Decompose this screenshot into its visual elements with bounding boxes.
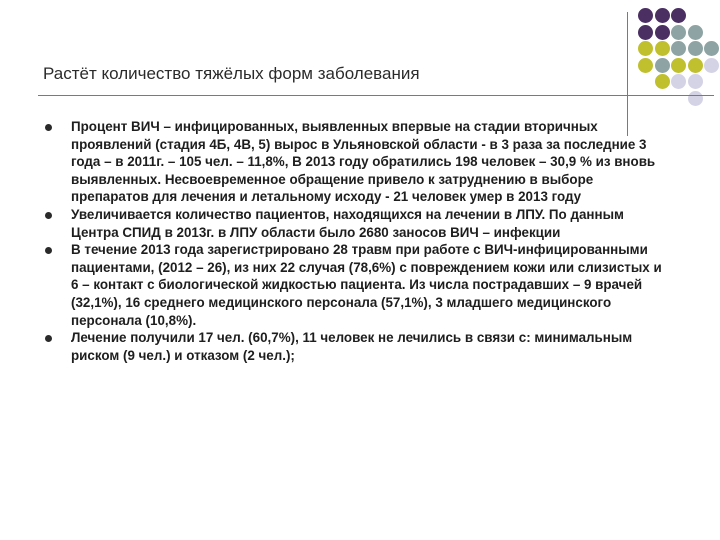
bullet-icon bbox=[45, 335, 52, 342]
bullet-item bbox=[44, 206, 664, 241]
decorative-dot bbox=[655, 8, 670, 23]
decorative-dot bbox=[688, 58, 703, 73]
decorative-dot bbox=[671, 74, 686, 89]
decorative-dot bbox=[671, 58, 686, 73]
decorative-dot bbox=[655, 74, 670, 89]
decorative-dot bbox=[638, 41, 653, 56]
bullet-item bbox=[44, 118, 664, 206]
decorative-dot bbox=[655, 58, 670, 73]
bullet-icon bbox=[45, 212, 52, 219]
decorative-dot bbox=[688, 41, 703, 56]
decorative-dot bbox=[655, 41, 670, 56]
title-underline bbox=[38, 95, 714, 96]
bullet-text: В течение 2013 года зарегистрировано 28 травм при работе с ВИЧ-инфицированными пациентами, (2012 – 26), из них 22 случая (78,6%) с повреждением кожи или слизистых и 6 – контакт с биологической жидкостью пациента. Из числа пострадавших – 9 врачей (32,1%), 16 среднего медицинского персонала (57,1%), 3 младшего медицинского персонала (10,8%). bbox=[71, 242, 662, 328]
bullet-icon bbox=[45, 247, 52, 254]
decorative-dot bbox=[638, 8, 653, 23]
decorative-dot bbox=[638, 25, 653, 40]
bullet-text: Увеличивается количество пациентов, находящихся на лечении в ЛПУ. По данным Центра СПИД в 2013г. в ЛПУ области было 2680 заносов ВИЧ – инфекции bbox=[71, 206, 624, 240]
bullet-list bbox=[44, 118, 664, 364]
bullet-text: Лечение получили 17 чел. (60,7%), 11 человек не лечились в связи с: минимальным риском (9 чел.) и отказом (2 чел.); bbox=[71, 330, 633, 363]
decorative-dot bbox=[671, 8, 686, 23]
bullet-icon bbox=[45, 124, 52, 131]
decorative-dot bbox=[688, 25, 703, 40]
decorative-dot bbox=[704, 41, 719, 56]
bullet-item bbox=[44, 241, 664, 329]
decorative-dot bbox=[655, 25, 670, 40]
decorative-dot bbox=[704, 58, 719, 73]
slide-title: Растёт количество тяжёлых форм заболевания bbox=[43, 64, 420, 83]
decorative-dot-grid bbox=[638, 8, 720, 112]
decorative-dot bbox=[671, 41, 686, 56]
bullet-text: Процент ВИЧ – инфицированных, выявленных впервые на стадии вторичных проявлений (стадия 4Б, 4В, 5) вырос в Ульяновской области - в 3 раза за последние 3 года – в 2011г. – 105 чел. – 11,8%, В 2013 году обратились 198 человек – 30,9 % из вновь выявленных. Несвоевременное обращение привело к затруднению в выборе препаратов для лечения и летальному исходу - 21 человек умер в 2013 году bbox=[71, 119, 656, 205]
decorative-dot bbox=[671, 25, 686, 40]
decorative-dot bbox=[688, 91, 703, 106]
decorative-dot bbox=[638, 58, 653, 73]
decorative-dot bbox=[688, 74, 703, 89]
bullet-item bbox=[44, 329, 664, 364]
